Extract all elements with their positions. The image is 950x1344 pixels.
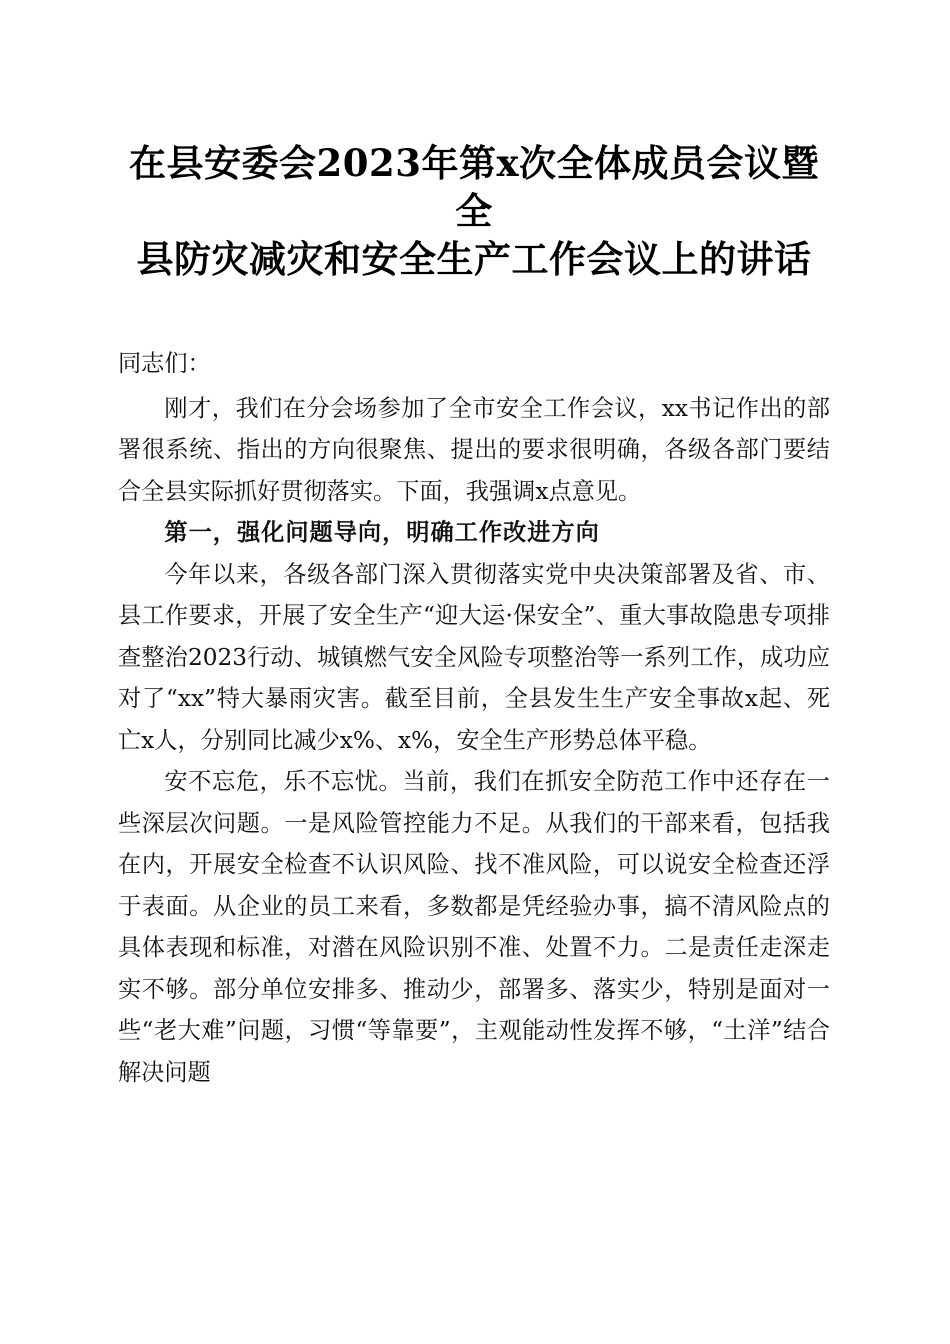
document-body bbox=[118, 343, 830, 1093]
document-title bbox=[118, 139, 830, 283]
paragraph-opening: 刚才，我们在分会场参加了全市安全工作会议，xx书记作出的部署很系统、指出的方向很聚焦、提出的要求很明确，各级各部门要结合全县实际抓好贯彻落实。下面，我强调x点意见。 bbox=[118, 394, 830, 505]
section-heading-1: 第一，强化问题导向，明确工作改进方向 bbox=[164, 519, 600, 546]
paragraph-problems: 安不忘危，乐不忘忧。当前，我们在抓安全防范工作中还存在一些深层次问题。一是风险管控能力不足。从我们的干部来看，包括我在内，开展安全检查不认识风险、找不准风险，可以说安全检查还浮于表面。从企业的员工来看，多数都是凭经验办事，搞不清风险点的具体表现和标准，对潜在风险识别不准、处置不力。二是责任走深走实不够。部分单位安排多、推动少，部署多、落实少，特别是面对一些“老大难”问题，习惯“等靠要”，主观能动性发挥不够，“土洋”结合解决问题 bbox=[118, 768, 830, 1086]
title-line-1: 在县安委会2023年第x次全体成员会议暨全 bbox=[128, 141, 820, 233]
greeting: 同志们： bbox=[118, 350, 211, 377]
document-page bbox=[118, 0, 830, 1093]
title-line-2: 县防灾减灾和安全生产工作会议上的讲话 bbox=[136, 237, 812, 281]
paragraph-progress: 今年以来，各级各部门深入贯彻落实党中央决策部署及省、市、县工作要求，开展了安全生产“迎大运·保安全”、重大事故隐患专项排查整治2023行动、城镇燃气安全风险专项整治等一系列工作，成功应对了“xx”特大暴雨灾害。截至目前，全县发生生产安全事故x起、死亡x人，分别同比减少x%、x%，安全生产形势总体平稳。 bbox=[118, 560, 830, 754]
